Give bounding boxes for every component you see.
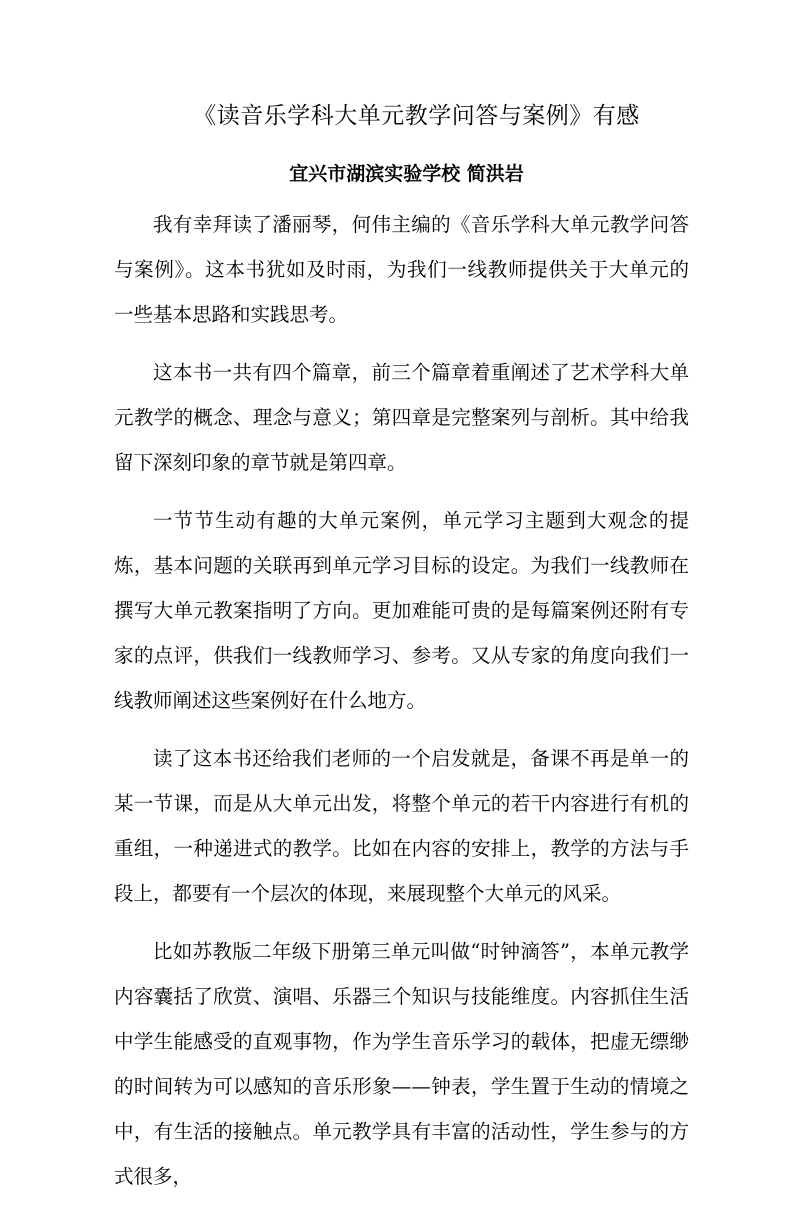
paragraph-2: 这本书一共有四个篇章，前三个篇章着重阐述了艺术学科大单元教学的概念、理念与意义；第四章是完整案列与剖析。其中给我留下深刻印象的章节就是第四章。 [114,361,689,474]
paragraph-5: 比如苏教版二年级下册第三单元叫做“时钟滴答”，本单元教学内容囊括了欣赏、演唱、乐器三个知识与技能维度。内容抓住生活中学生能感受的直观事物，作为学生音乐学习的载体，把虚无缥缈的时间转为可以感知的音乐形象——钟表，学生置于生动的情境之中，有生活的接触点。单元教学具有丰富的活动性，学生参与的方式很多， [114,940,689,1188]
author-line: 宜兴市湖滨实验学校 简洪岩 [289,163,524,185]
document-title: 《读音乐学科大单元教学问答与案例》有感 [193,103,640,129]
paragraph-3: 一节节生动有趣的大单元案例，单元学习主题到大观念的提炼，基本问题的关联再到单元学习目标的设定。为我们一线教师在撰写大单元教案指明了方向。更加难能可贵的是每篇案例还附有专家的点评，供我们一线教师学习、参考。又从专家的角度向我们一线教师阐述这些案例好在什么地方。 [114,509,689,712]
paragraph-1: 我有幸拜读了潘丽琴，何伟主编的《音乐学科大单元教学问答与案例》。这本书犹如及时雨，为我们一线教师提供关于大单元的一些基本思路和实践思考。 [114,213,689,326]
paragraph-4: 读了这本书还给我们老师的一个启发就是，备课不再是单一的某一节课，而是从大单元出发，将整个单元的若干内容进行有机的重组，一种递进式的教学。比如在内容的安排上，教学的方法与手段上，都要有一个层次的体现，来展现整个大单元的风采。 [114,747,689,905]
document-body [114,202,689,1212]
